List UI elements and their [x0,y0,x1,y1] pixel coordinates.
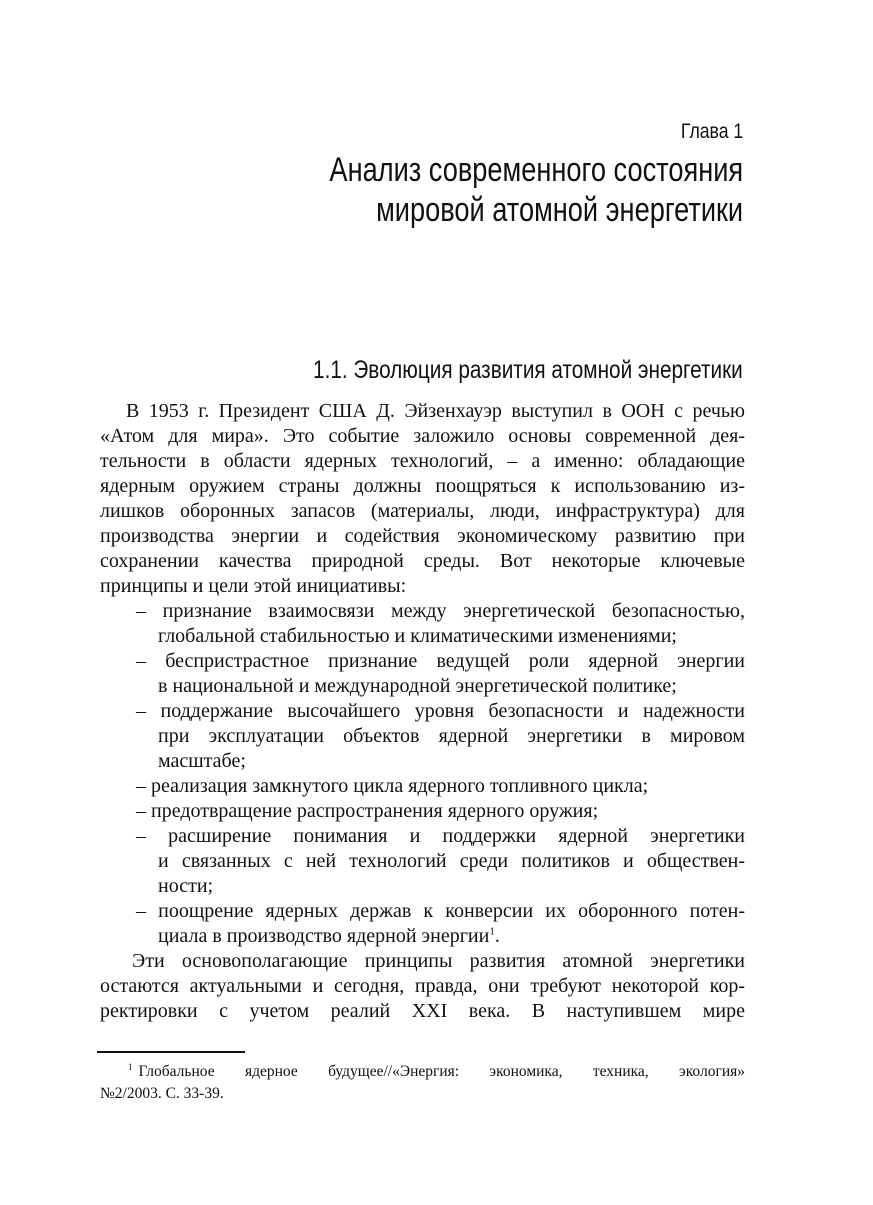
chapter-title-line: Анализ современного состояния [329,151,743,189]
text-line: принципы и цели этой инициативы: [100,575,407,597]
chapter-title [329,150,743,230]
list-item-continuation: и связанных с ней технологий среди политиков и обществен- [158,850,745,872]
list-item-continuation: в национальной и международной энергетической политике; [158,675,677,697]
list-item: – реализация замкнутого цикла ядерного топливного цикла; [136,775,649,797]
list-item: – поддержание высочайшего уровня безопасности и надежности [136,700,745,722]
list-item: – признание взаимосвязи между энергетической безопасностью, [136,600,745,622]
text-line: лишков оборонных запасов (материалы, люди, инфраструктура) для [100,500,745,522]
chapter-title-line: мировой атомной энергетики [375,191,743,229]
list-item: – предотвращение распространения ядерного оружия; [136,800,599,822]
footnote-line: №2/2003. С. 33-39. [100,1085,224,1102]
footnote-mark: 1 [128,1061,133,1072]
footnote-reference: 1 [489,925,495,938]
section-title: 1.1. Эволюция развития атомной энергетики [313,356,743,384]
text-line: тельности в области ядерных технологий, – а именно: обладающие [100,450,745,472]
footnote-divider [97,1051,245,1053]
footnote-line [100,1061,745,1083]
text-line: остаются актуальными и сегодня, правда, они требуют некоторой кор- [100,975,745,997]
list-item-continuation: ности; [158,875,214,897]
text-line: В 1953 г. Президент США Д. Эйзенхауэр выступил в ООН с речью [126,400,745,422]
text-line: сохранении качества природной среды. Вот некоторые ключевые [100,550,745,572]
text-line: ректировки с учетом реалий XXI века. В наступившем мире [100,1000,745,1022]
text-line: Эти основополагающие принципы развития атомной энергетики [132,950,745,972]
list-item-text: циала в производство ядерной энергии [158,925,490,947]
body-text [100,399,745,1024]
chapter-label: Глава 1 [680,120,743,143]
punctuation: . [494,925,500,947]
list-item: – поощрение ядерных держав к конверсии их оборонного потен- [136,900,745,922]
list-item-continuation: глобальной стабильностью и климатическими изменениями; [158,625,677,647]
list-item: – расширение понимания и поддержки ядерной энергетики [136,825,745,847]
text-line: «Атом для мира». Это событие заложило основы современной дея- [100,425,745,447]
list-item-continuation: при эксплуатации объектов ядерной энергетики в мировом [158,725,745,747]
footnote-text: Глобальное ядерное будущее//«Энергия: экономика, техника, экология» [138,1063,745,1080]
list-item-continuation [100,924,745,949]
list-item-continuation: масштабе; [158,750,246,772]
footnote [100,1061,745,1105]
text-line: производства энергии и содействия экономическому развитию при [100,525,745,547]
list-item: – беспристрастное признание ведущей роли ядерной энергии [136,650,745,672]
text-line: ядерным оружием страны должны поощряться к использованию из- [100,475,745,497]
